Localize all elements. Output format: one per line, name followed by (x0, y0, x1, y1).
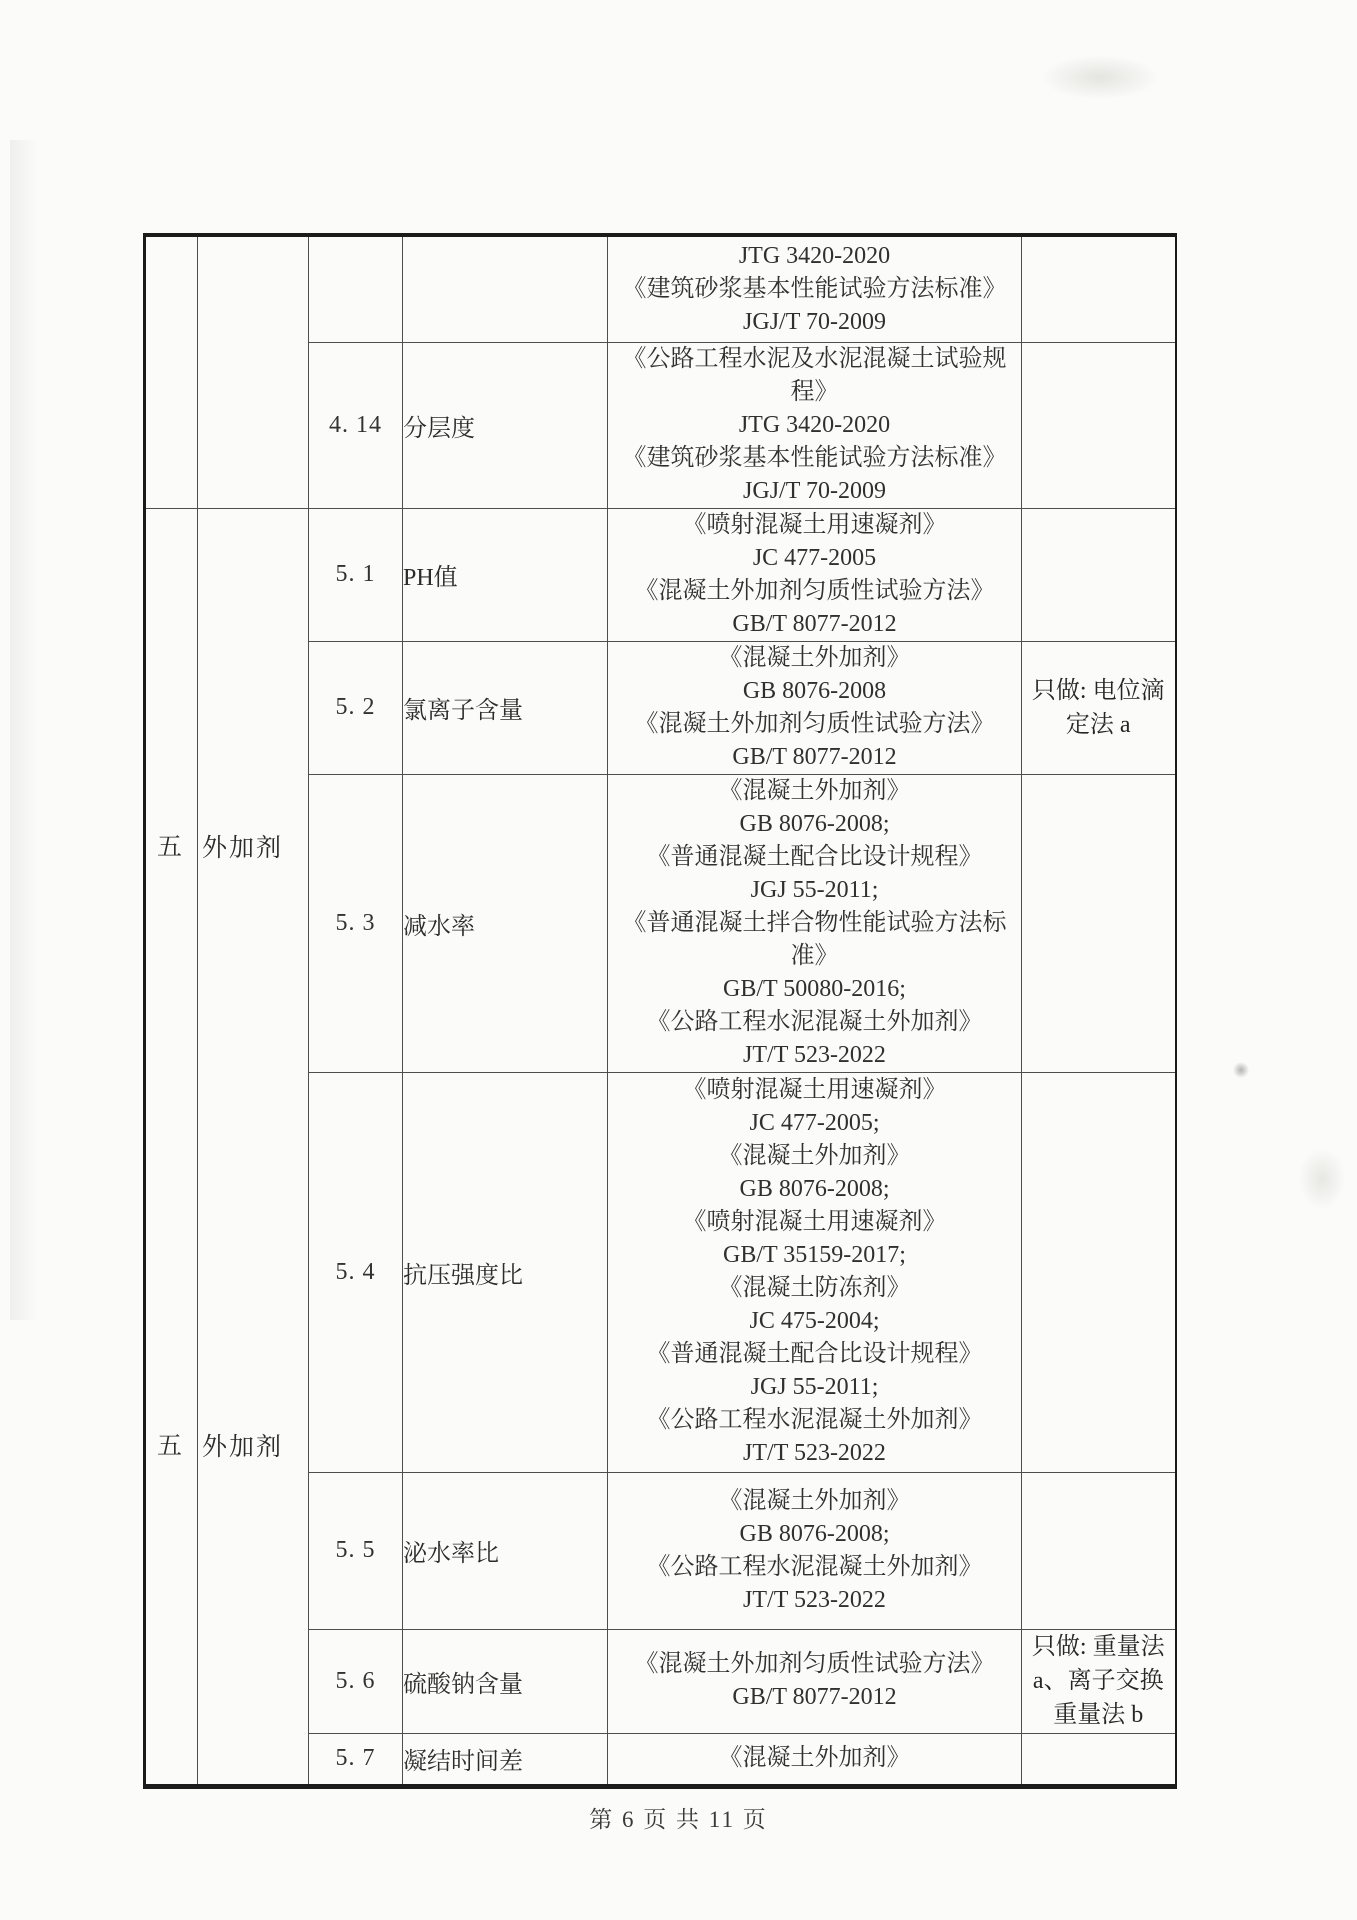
scan-smudge (1040, 55, 1160, 100)
standards-cell: 《混凝土外加剂》 GB 8076-2008 《混凝土外加剂匀质性试验方法》 GB/T 8077-2012 (608, 641, 1022, 774)
standards-cell: JTG 3420-2020 《建筑砂浆基本性能试验方法标准》 JGJ/T 70-2009 (608, 235, 1022, 342)
standards-cell: 《混凝土外加剂》 GB 8076-2008; 《普通混凝土配合比设计规程》 JGJ 55-2011; 《普通混凝土拌合物性能试验方法标 准》 GB/T 50080-2016; 《公路工程水泥混凝土外加剂》 JT/T 523-2022 (608, 774, 1022, 1072)
scan-smudge (1298, 1148, 1346, 1210)
standards-cell: 《喷射混凝土用速凝剂》 JC 477-2005 《混凝土外加剂匀质性试验方法》 GB/T 8077-2012 (608, 508, 1022, 641)
section-number-cell (145, 508, 198, 1786)
section-name-cell (198, 508, 309, 1786)
standards-cell: 《混凝土外加剂》 GB 8076-2008; 《公路工程水泥混凝土外加剂》 JT/T 523-2022 (608, 1472, 1022, 1629)
section-name-label: 外加剂 (202, 835, 284, 862)
item-number-cell: 5. 4 (309, 1072, 403, 1472)
note-cell (1022, 235, 1176, 342)
item-number-cell (309, 235, 403, 342)
note-cell (1022, 774, 1176, 1072)
standards-cell: 《喷射混凝土用速凝剂》 JC 477-2005; 《混凝土外加剂》 GB 8076-2008; 《喷射混凝土用速凝剂》 GB/T 35159-2017; 《混凝土防冻剂》 JC 475-2004; 《普通混凝土配合比设计规程》 JGJ 55-2011; 《公路工程水泥混凝土外加剂》 JT/T 523-2022 (608, 1072, 1022, 1472)
item-name-cell: 硫酸钠含量 (403, 1629, 608, 1733)
note-cell (1022, 1472, 1176, 1629)
scan-streak (10, 140, 38, 1320)
item-name-cell: PH值 (403, 508, 608, 641)
item-number-cell: 5. 7 (309, 1733, 403, 1786)
note-cell: 只做: 重量法 a、离子交换 重量法 b (1022, 1629, 1176, 1733)
section-number-label: 五 (156, 834, 182, 861)
note-cell (1022, 508, 1176, 641)
section-number-label: 五 (156, 1433, 182, 1460)
note-cell: 只做: 电位滴 定法 a (1022, 641, 1176, 774)
table-row (145, 508, 1176, 641)
table-row (145, 235, 1176, 342)
section-name-label: 外加剂 (202, 1434, 284, 1461)
item-number-cell: 5. 5 (309, 1472, 403, 1629)
standards-cell: 《公路工程水泥及水泥混凝土试验规 程》 JTG 3420-2020 《建筑砂浆基本性能试验方法标准》 JGJ/T 70-2009 (608, 342, 1022, 508)
scan-speck (1233, 1062, 1249, 1078)
item-number-cell: 4. 14 (309, 342, 403, 508)
section-number-cell (145, 235, 198, 508)
standards-cell: 《混凝土外加剂》 (608, 1733, 1022, 1786)
item-name-cell: 氯离子含量 (403, 641, 608, 774)
item-name-cell: 泌水率比 (403, 1472, 608, 1629)
item-number-cell: 5. 3 (309, 774, 403, 1072)
item-number-cell: 5. 6 (309, 1629, 403, 1733)
note-cell (1022, 1733, 1176, 1786)
item-name-cell: 凝结时间差 (403, 1733, 608, 1786)
test-scope-table (143, 233, 1177, 1789)
item-number-cell: 5. 2 (309, 641, 403, 774)
item-number-cell: 5. 1 (309, 508, 403, 641)
page-footer: 第 6 页 共 11 页 (589, 1807, 768, 1832)
section-name-cell (198, 235, 309, 508)
note-cell (1022, 342, 1176, 508)
item-name-cell (403, 235, 608, 342)
standards-cell: 《混凝土外加剂匀质性试验方法》 GB/T 8077-2012 (608, 1629, 1022, 1733)
item-name-cell: 抗压强度比 (403, 1072, 608, 1472)
item-name-cell: 分层度 (403, 342, 608, 508)
item-name-cell: 减水率 (403, 774, 608, 1072)
note-cell (1022, 1072, 1176, 1472)
